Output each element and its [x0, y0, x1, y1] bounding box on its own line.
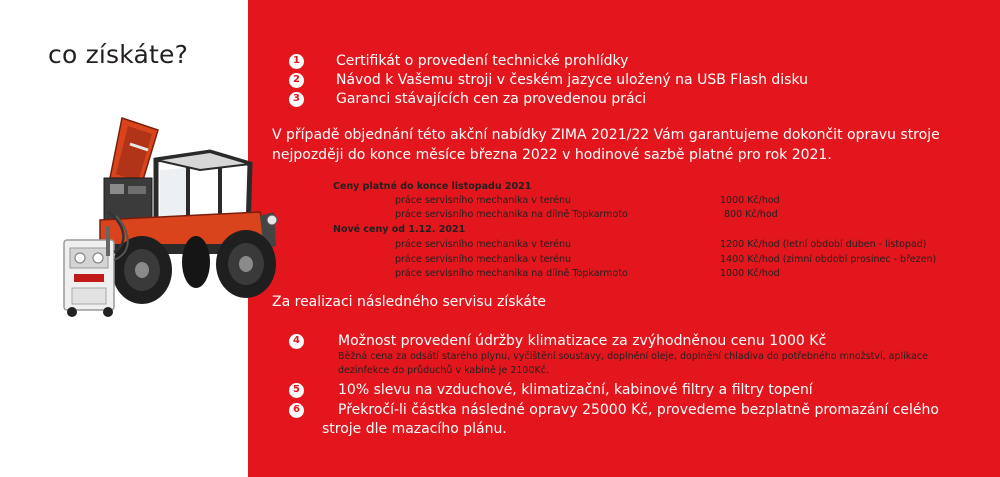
benefit-item-3 [289, 91, 646, 107]
price-value: 1000 Kč/hod [720, 195, 780, 206]
benefit-text: Možnost provedení údržby klimatizace za zvýhodněnou cenu 1000 Kč [338, 333, 827, 349]
benefit-6-continuation: stroje dle mazacího plánu. [322, 421, 507, 437]
benefit-item-6 [289, 402, 939, 418]
price-label: práce servisního mechanika v terénu [395, 239, 572, 250]
number-badge-icon: 6 [289, 403, 304, 418]
headline: co získáte? [48, 40, 189, 69]
wheels [112, 230, 276, 304]
red-content-panel [248, 0, 1000, 477]
price-value: 1400 Kč/hod (zimní období prosinec - březen) [720, 254, 937, 265]
benefit-text: 10% slevu na vzduchové, klimatizační, kabinové filtry a filtry topení [338, 382, 813, 398]
new-prices-heading: Nové ceny od 1.12. 2021 [333, 224, 466, 235]
offer-line-1: V případě objednání této akční nabídky ZIMA 2021/22 Vám garantujeme dokončit opravu stroje [272, 127, 940, 143]
number-badge-icon: 2 [289, 73, 304, 88]
offer-paragraph [272, 125, 987, 165]
tractor-illustration [60, 112, 305, 327]
price-label: práce servisního mechanika v terénu [395, 254, 572, 265]
benefit-item-4 [289, 333, 826, 349]
service-heading: Za realizaci následného servisu získáte [272, 294, 547, 310]
price-value: 800 Kč/hod [724, 209, 778, 220]
benefit-item-2 [289, 72, 808, 88]
number-badge-icon: 4 [289, 334, 304, 349]
benefit-text: Certifikát o provedení technické prohlídky [336, 53, 629, 69]
price-value: 1200 Kč/hod (letní období duben - listopad) [720, 239, 927, 250]
benefit-item-1 [289, 53, 628, 69]
number-badge-icon: 1 [289, 54, 304, 69]
current-prices-heading: Ceny platné do konce listopadu 2021 [333, 181, 532, 192]
price-label: práce servisního mechanika v terénu [395, 195, 572, 206]
number-badge-icon: 3 [289, 92, 304, 107]
price-label: práce servisního mechanika na dílně Topkarmoto [395, 209, 628, 220]
offer-line-2: nejpozději do konce měsíce března 2022 v hodinové sazbě platné pro rok 2021. [272, 147, 832, 163]
price-label: práce servisního mechanika na dílně Topkarmoto [395, 268, 628, 279]
price-value: 1000 Kč/hod [720, 268, 780, 279]
number-badge-icon: 5 [289, 383, 304, 398]
benefit-text: Garanci stávajících cen za provedenou práci [336, 91, 647, 107]
ac-price-note: Běžná cena za odsátí starého plynu, vyčištění soustavy, doplnění oleje, doplnění chladiva do potřebného množství, aplikace dezinfekce do průduchů v kabině je 2100Kč. [338, 351, 928, 376]
benefit-text: Návod k Vašemu stroji v českém jazyce uložený na USB Flash disku [336, 72, 809, 88]
benefit-item-5 [289, 382, 813, 398]
benefit-text: Překročí-li částka následné opravy 25000 Kč, provedeme bezplatně promazání celého [338, 402, 939, 418]
